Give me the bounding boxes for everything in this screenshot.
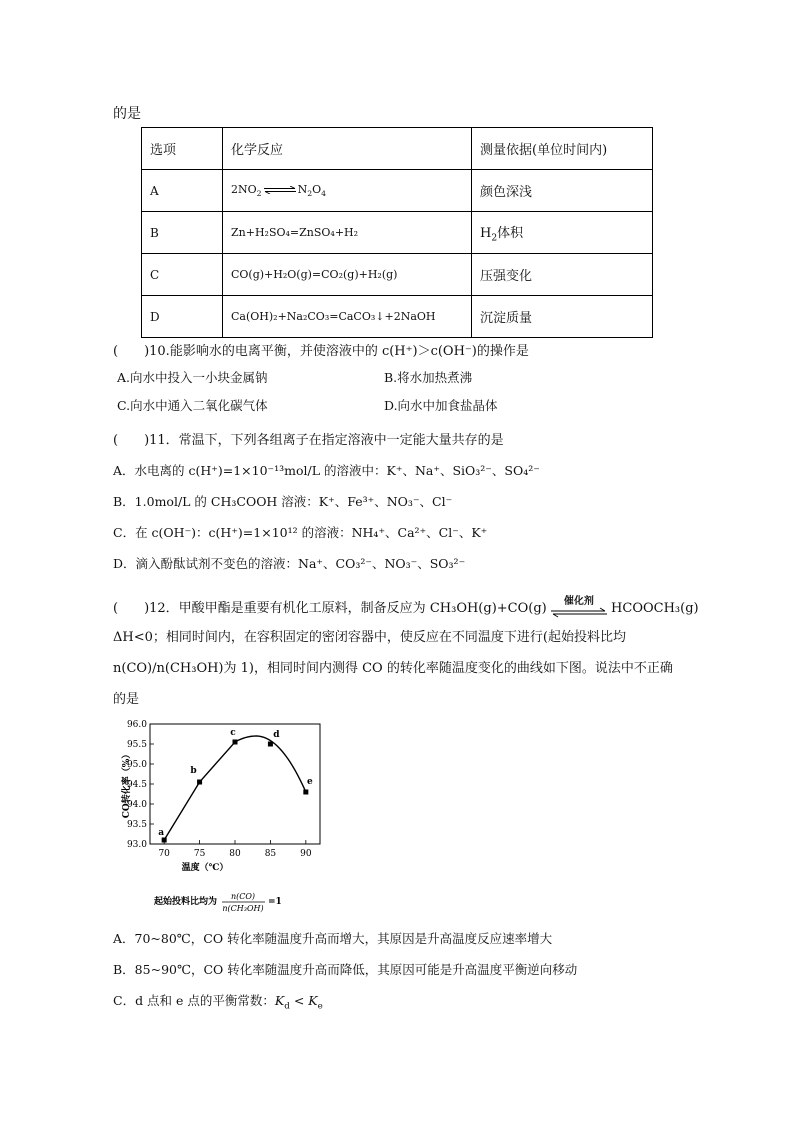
reaction-right: N — [297, 182, 308, 196]
chart-axes — [120, 720, 320, 913]
equilibrium-arrow-icon — [551, 604, 607, 622]
data-point-b — [197, 780, 202, 785]
x-tick-label: 85 — [264, 849, 277, 859]
question-9-table — [141, 127, 653, 338]
caption-suffix: =1 — [268, 897, 282, 907]
basis-cell: 沉淀质量 — [472, 296, 653, 338]
option-text: < — [289, 993, 309, 1008]
basis-cell: 颜色深浅 — [472, 170, 653, 212]
k-symbol: K — [308, 993, 318, 1008]
x-tick-label: 70 — [158, 849, 170, 859]
caption-denominator: n(CH₃OH) — [222, 904, 264, 913]
table-row — [142, 170, 653, 212]
data-point-e — [303, 790, 308, 795]
question-10-option-b: B.将水加热煮沸 — [384, 370, 473, 385]
question-10-option-d: D.向水中加食盐晶体 — [384, 398, 498, 413]
table-header: 化学反应 — [223, 128, 472, 170]
question-11-option-c: C．在 c(OH⁻)：c(H⁺)=1×10¹² 的溶液：NH₄⁺、Ca²⁺、Cl⁻、K⁺ — [113, 525, 488, 540]
y-tick-label: 93.0 — [126, 840, 147, 850]
reaction-right: O — [312, 182, 322, 196]
y-tick-label: 94.5 — [126, 780, 147, 790]
data-point-d — [268, 742, 273, 747]
question-12-option-a: A．70~80℃，CO 转化率随温度升高而增大，其原因是升高温度反应速率增大 — [113, 931, 553, 946]
option-cell: D — [142, 296, 223, 338]
y-tick-label: 94.0 — [126, 800, 147, 810]
y-tick-label: 95.0 — [126, 760, 147, 770]
question-11-option-b: B．1.0mol/L 的 CH₃COOH 溶液：K⁺、Fe³⁺、NO₃⁻、Cl⁻ — [113, 494, 453, 509]
reaction-cell: Zn+H₂SO₄=ZnSO₄+H₂ — [223, 212, 472, 254]
point-label-c: c — [230, 728, 236, 738]
x-axis-label: 温度（℃） — [181, 863, 229, 873]
subscript: e — [317, 1001, 323, 1012]
y-tick-label: 95.5 — [126, 740, 147, 750]
point-label-b: b — [190, 766, 197, 776]
question-12-stem-line3: n(CO)/n(CH₃OH)为 1)，相同时间内测得 CO 的转化率随温度变化的曲线如下图。说法中不正确 — [113, 661, 673, 676]
y-tick-label: 93.5 — [126, 820, 147, 830]
co-conversion-chart — [120, 718, 350, 922]
question-12-stem-line4: 的是 — [113, 692, 140, 707]
caption-numerator: n(CO) — [230, 892, 256, 901]
stem-text: HCOOCH₃(g) — [611, 601, 699, 616]
option-cell: B — [142, 212, 223, 254]
reaction-cell: CO(g)+H₂O(g)=CO₂(g)+H₂(g) — [223, 254, 472, 296]
subscript: 2 — [307, 189, 313, 199]
table-row — [142, 212, 653, 254]
intro-text: 的是 — [113, 106, 141, 122]
y-tick-label: 96.0 — [126, 720, 147, 730]
question-10-stem: ( )10.能影响水的电离平衡，并使溶液中的 c(H⁺)＞c(OH⁻)的操作是 — [113, 344, 529, 359]
question-12-option-c — [113, 991, 323, 1012]
point-label-d: d — [273, 730, 280, 740]
reaction-cell: Ca(OH)₂+Na₂CO₃=CaCO₃↓+2NaOH — [223, 296, 472, 338]
option-text: C．d 点和 e 点的平衡常数： — [113, 993, 275, 1008]
reaction-left: 2NO — [231, 182, 257, 196]
equilibrium-arrow-icon — [264, 186, 296, 194]
subscript: 4 — [321, 189, 327, 199]
question-12-stem-line1 — [113, 597, 699, 618]
subscript: d — [284, 1001, 290, 1012]
y-axis-label: CO转化率（%） — [122, 749, 132, 819]
k-symbol: K — [274, 993, 285, 1008]
question-11-option-d: D．滴入酚酞试剂不变色的溶液：Na⁺、CO₃²⁻、NO₃⁻、SO₃²⁻ — [113, 556, 466, 571]
basis-cell — [472, 212, 653, 254]
stem-text: ( )12．甲酸甲酯是重要有机化工原料，制备反应为 CH₃OH(g)+CO(g) — [113, 601, 547, 616]
chart-svg — [120, 718, 350, 918]
question-10-option-a: A.向水中投入一小块金属钠 — [117, 370, 268, 385]
catalyst-arrow — [551, 595, 607, 618]
basis-cell: 压强变化 — [472, 254, 653, 296]
question-11-stem: ( )11．常温下，下列各组离子在指定溶液中一定能大量共存的是 — [113, 433, 504, 448]
subscript: 2 — [491, 233, 498, 244]
table-header: 测量依据(单位时间内) — [472, 128, 653, 170]
basis-text: 体积 — [497, 225, 524, 241]
option-cell: A — [142, 170, 223, 212]
x-tick-label: 75 — [193, 849, 206, 859]
question-12-stem-line2: ΔH<0；相同时间内，在容积固定的密闭容器中，使反应在不同温度下进行(起始投料比均 — [113, 630, 626, 645]
catalyst-label: 催化剂 — [563, 595, 594, 607]
reaction-cell — [223, 170, 472, 212]
question-10-option-c: C.向水中通入二氧化碳气体 — [117, 398, 268, 413]
option-cell: C — [142, 254, 223, 296]
question-12-option-b: B．85~90℃，CO 转化率随温度升高而降低，其原因可能是升高温度平衡逆向移动 — [113, 962, 578, 977]
question-11-option-a: A．水电离的 c(H⁺)=1×10⁻¹³mol/L 的溶液中：K⁺、Na⁺、SiO₃²⁻、SO₄²⁻ — [113, 463, 540, 478]
table-row — [142, 296, 653, 338]
series-line — [164, 736, 306, 840]
table-header: 选项 — [142, 128, 223, 170]
data-point-a — [162, 838, 167, 843]
chart-marks — [158, 728, 313, 843]
table-header-row — [142, 128, 653, 170]
x-tick-label: 90 — [300, 849, 312, 859]
basis-text: H — [480, 225, 492, 241]
data-point-c — [233, 740, 238, 745]
x-tick-label: 80 — [229, 849, 241, 859]
point-label-e: e — [306, 777, 313, 787]
table-row — [142, 254, 653, 296]
subscript: 2 — [256, 189, 262, 199]
point-label-a: a — [158, 828, 165, 838]
caption-prefix: 起始投料比均为 — [154, 897, 218, 907]
